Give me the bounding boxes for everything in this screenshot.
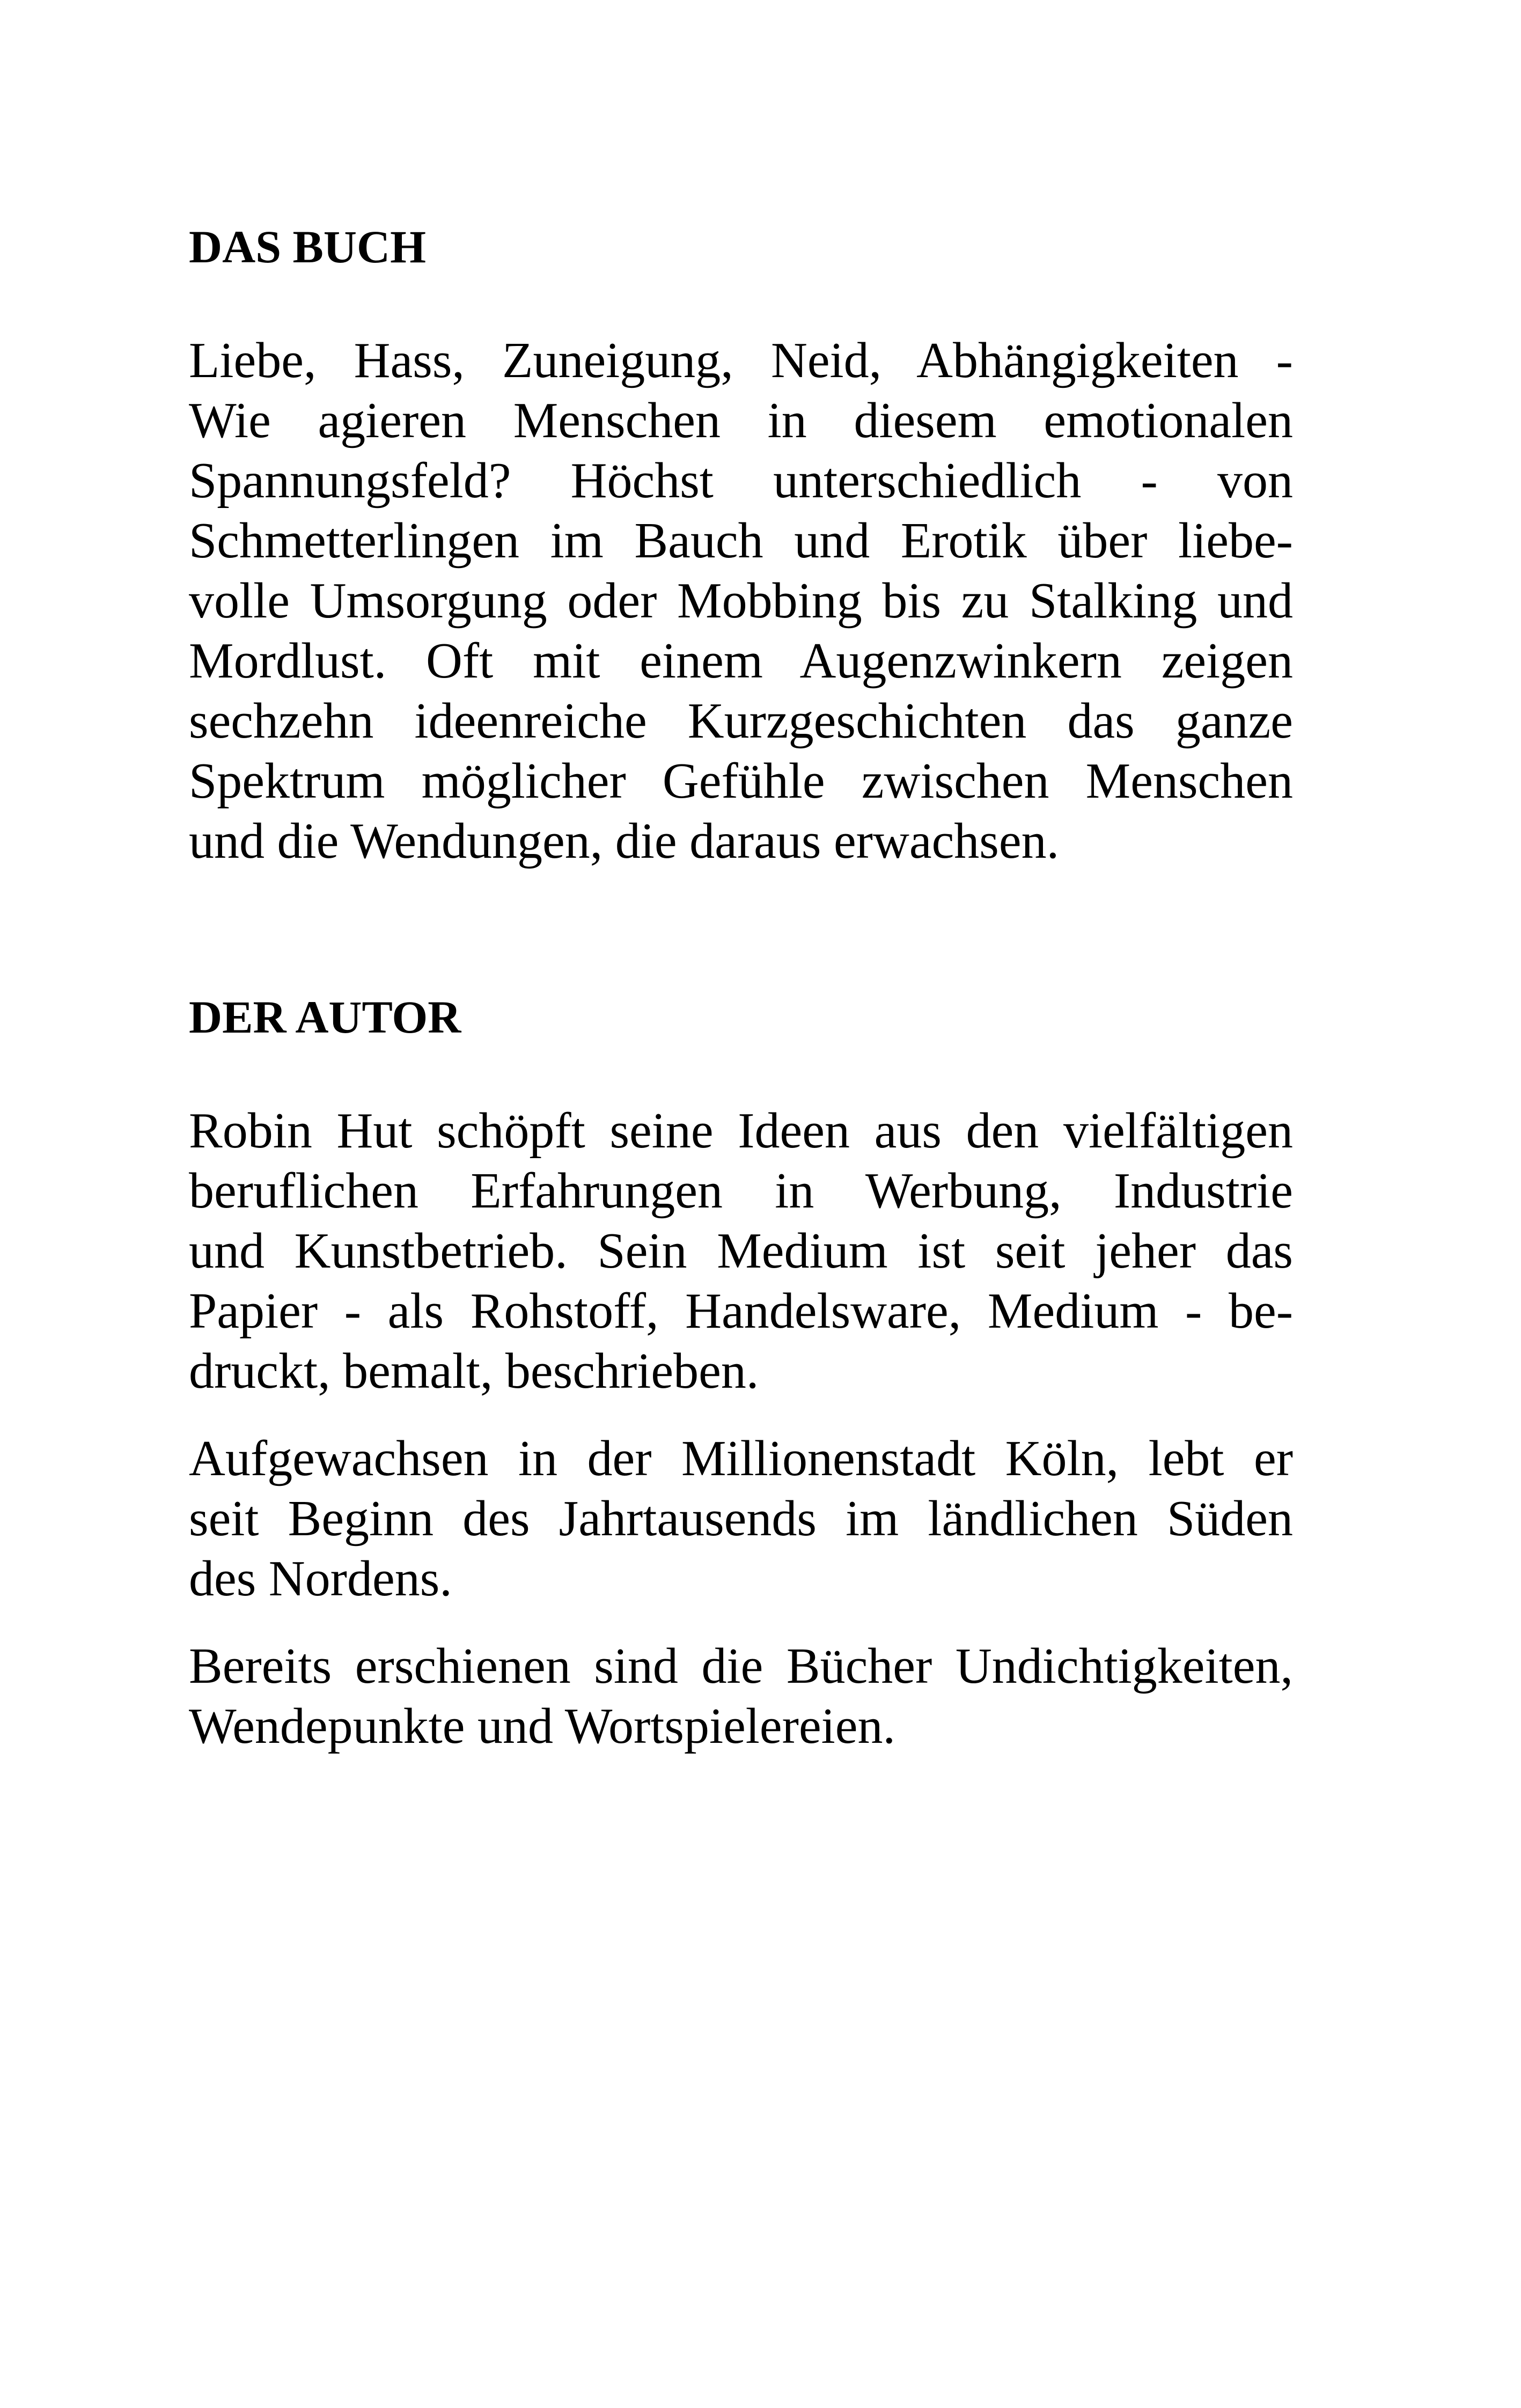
author-section-title: DER AUTOR <box>189 991 461 1043</box>
text-line: Spannungsfeld? Höchst unterschiedlich - von <box>189 453 1293 509</box>
text-line: und die Wendungen, die daraus erwachsen. <box>189 813 1060 869</box>
book-section-title: DAS BUCH <box>189 221 427 273</box>
text-line: seit Beginn des Jahrtausends im ländlichen Süden <box>189 1491 1293 1547</box>
text-line: des Nordens. <box>189 1551 452 1607</box>
text-line: Robin Hut schöpft seine Ideen aus den vielfältigen <box>189 1103 1293 1159</box>
text-line: Mordlust. Oft mit einem Augenzwinkern zeigen <box>189 633 1293 689</box>
text-line: Spektrum möglicher Gefühle zwischen Menschen <box>189 753 1293 809</box>
text-line: beruflichen Erfahrungen in Werbung, Industrie <box>189 1163 1293 1219</box>
text-line: sechzehn ideenreiche Kurzgeschichten das ganze <box>189 693 1293 749</box>
text-line: und Kunstbetrieb. Sein Medium ist seit jeher das <box>189 1223 1293 1279</box>
text-line: Liebe, Hass, Zuneigung, Neid, Abhängigkeiten - <box>189 333 1293 388</box>
text-line: Bereits erschienen sind die Bücher Undichtigkeiten, <box>189 1638 1293 1694</box>
text-line: Papier - als Rohstoff, Handelsware, Medium - be- <box>189 1283 1293 1339</box>
text-line: Wie agieren Menschen in diesem emotionalen <box>189 393 1293 448</box>
text-line: Schmetterlingen im Bauch und Erotik über liebe- <box>189 513 1293 569</box>
text-line: Wendepunkte und Wortspielereien. <box>189 1698 896 1754</box>
text-line: Aufgewachsen in der Millionenstadt Köln, lebt er <box>189 1431 1293 1486</box>
text-line: druckt, bemalt, beschrieben. <box>189 1343 759 1399</box>
text-line: volle Umsorgung oder Mobbing bis zu Stalking und <box>189 573 1293 629</box>
